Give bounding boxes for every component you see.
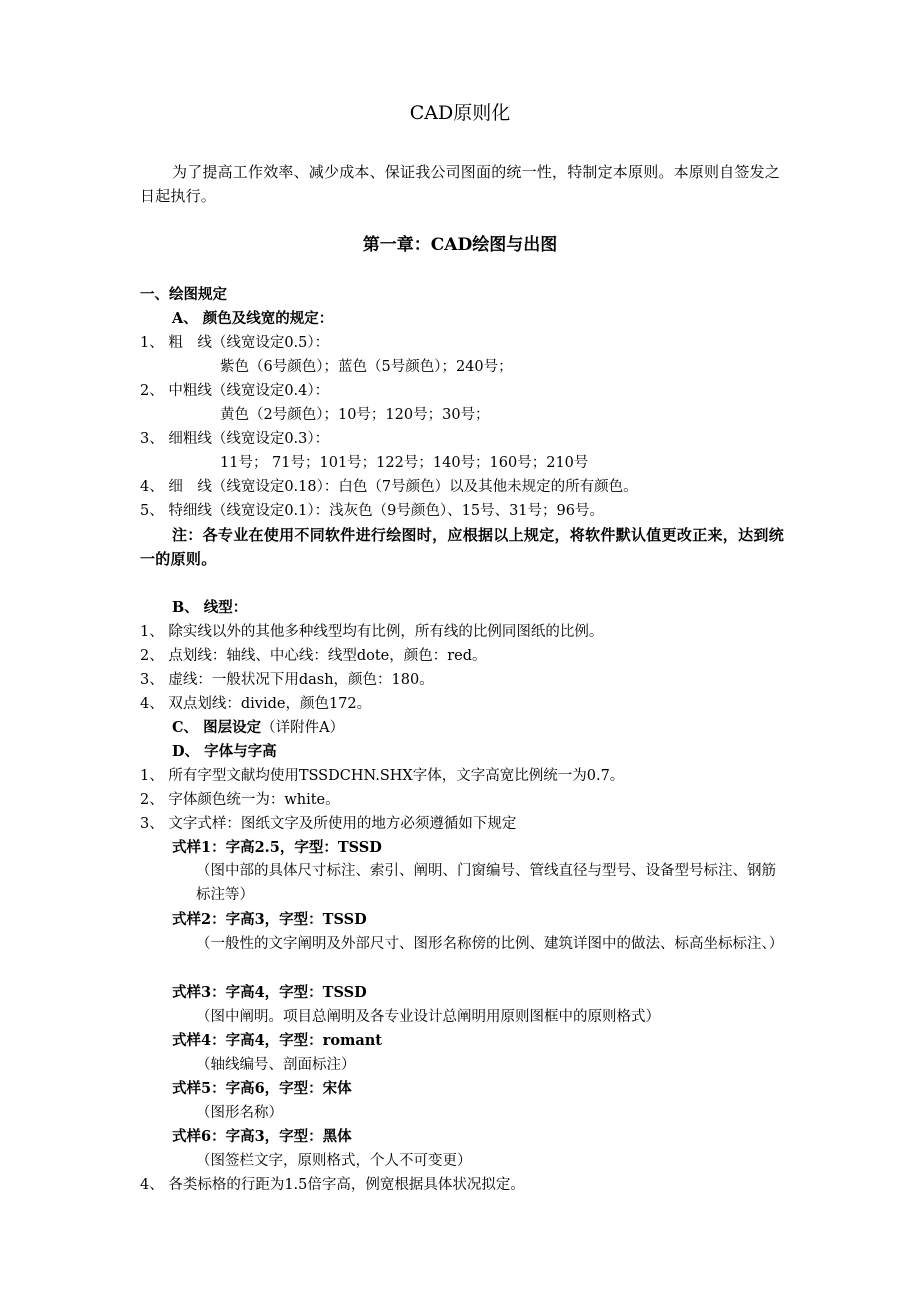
list-item-detail: 紫色（6号颜色）；蓝色（5号颜色）；240号； [220,359,513,375]
list-item: 4、 各类标格的行距为1.5倍字高，例宽根据具体状况拟定。 [140,1177,525,1193]
subsection-a-heading: A、 颜色及线宽的规定： [172,310,334,327]
text-style-desc: （图形名称） [196,1105,283,1121]
list-item: 3、 虚线：一般状况下用dash，颜色：180。 [140,672,434,688]
list-item: 2、 中粗线（线宽设定0.4）： [140,383,330,399]
text-style-desc: （图中阐明。项目总阐明及各专业设计总阐明用原则图框中的原则格式） [196,1009,660,1025]
document-title: CAD原则化 [409,102,511,124]
section-heading: 一、绘图规定 [140,286,227,303]
text-style-label: 式样3：字高4，字型：TSSD [172,984,367,1001]
subsection-b-heading: B、 线型： [172,599,248,616]
text-style-label: 式样1：字高2.5，字型：TSSD [172,839,382,856]
text-style-label: 式样5：字高6，字型：宋体 [172,1080,352,1097]
list-item: 1、 除实线以外的其他多种线型均有比例，所有线的比例同图纸的比例。 [140,624,604,640]
text-style-desc: （一般性的文字阐明及外部尺寸、图形名称傍的比例、建筑详图中的做法、标高坐标标注、） [196,936,784,952]
list-item: 1、 所有字型文献均使用TSSDCHN.SHX字体，文字高宽比例统一为0.7。 [140,768,625,784]
text-style-label: 式样6：字高3，字型：黑体 [172,1128,352,1145]
list-item: 5、 特细线（线宽设定0.1）：浅灰色（9号颜色）、15号、31号；96号。 [140,503,604,519]
text-style-label: 式样2：字高3，字型：TSSD [172,911,367,928]
text-style-desc: （图签栏文字，原则格式，个人不可变更） [196,1153,472,1169]
text-style-desc: （轴线编号、剖面标注） [196,1057,356,1073]
list-item-detail: 黄色（2号颜色）；10号；120号；30号； [220,407,490,423]
list-item: 4、 细 线（线宽设定0.18）：白色（7号颜色）以及其他未规定的所有颜色。 [140,479,638,495]
subsection-d-heading: D、 字体与字高 [172,743,277,760]
list-item: 3、 文字式样：图纸文字及所使用的地方必须遵循如下规定 [140,816,517,832]
chapter-heading: 第一章：CAD绘图与出图 [362,235,558,255]
intro-paragraph: 为了提高工作效率、减少成本、保证我公司图面的统一性，特制定本原则。本原则自签发之日起执行。 [140,163,781,205]
list-item: 4、 双点划线：divide，颜色172。 [140,696,372,712]
list-item: 1、 粗 线（线宽设定0.5）： [140,335,330,351]
subsection-c-suffix: （详附件A） [261,720,345,736]
list-item: 2、 字体颜色统一为：white。 [140,792,340,808]
text-style-label: 式样4：字高4，字型：romant [172,1032,382,1049]
note-paragraph: 注：各专业在使用不同软件进行绘图时，应根据以上规定，将软件默认值更改正来，达到统一的原则。 [140,526,785,568]
subsection-c-heading: C、 图层设定 [172,719,262,736]
list-item: 2、 点划线：轴线、中心线：线型dote，颜色：red。 [140,648,487,664]
subsection-c [172,717,344,739]
list-item-detail: 11号； 71号；101号；122号；140号；160号；210号 [220,455,589,471]
list-item: 3、 细粗线（线宽设定0.3）： [140,431,330,447]
text-style-desc: （图中部的具体尺寸标注、索引、阐明、门窗编号、管线直径与型号、设备型号标注、钢筋标注等） [196,863,776,903]
